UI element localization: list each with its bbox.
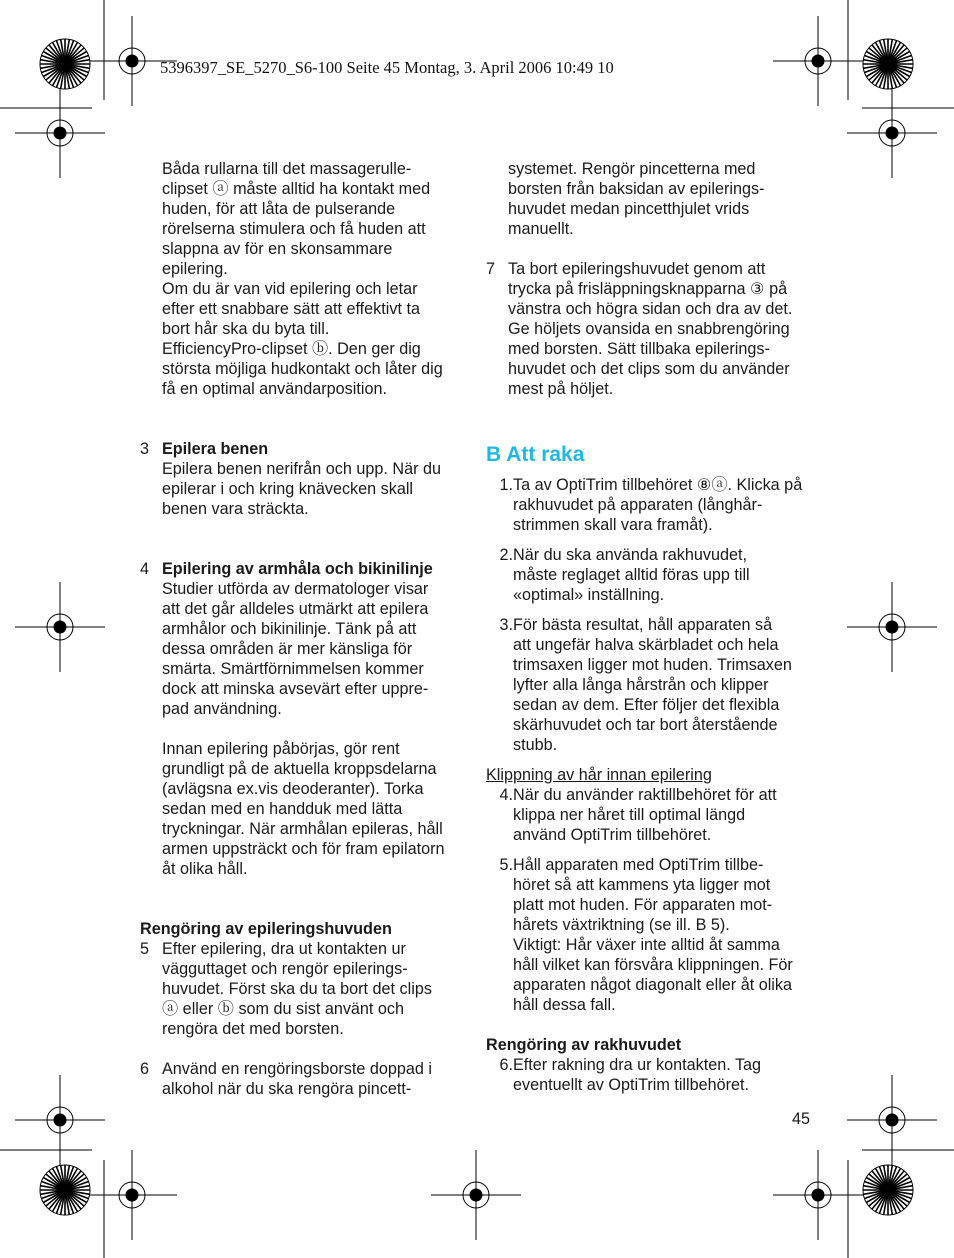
step-number: 5 — [140, 940, 150, 958]
registration-dot — [54, 127, 66, 139]
text-line: Båda rullarna till det massagerulle- — [162, 160, 412, 178]
text-line: För bästa resultat, håll apparaten så — [513, 616, 773, 634]
text-line: att ungefär halva skärbladet och hela — [513, 636, 779, 654]
text-line: höret så att kammens yta ligger mot — [513, 876, 771, 894]
step-number: 6 — [140, 1060, 150, 1078]
text-line: Innan epilering påbörjas, gör rent — [162, 740, 400, 758]
text-line: När du använder raktillbehöret för att — [513, 786, 777, 804]
text-line: få en optimal användarposition. — [162, 380, 387, 398]
text-line: trycka på frisläppningsknapparna ③ på — [508, 280, 788, 298]
text-line: Viktigt: Hår växer inte alltid åt samma — [513, 936, 780, 954]
starburst-mark — [40, 1165, 90, 1215]
text-line: använd OptiTrim tillbehöret. — [513, 826, 712, 844]
step-number: 3 — [140, 440, 150, 458]
section-heading-b: B Att raka — [486, 443, 585, 466]
list-item — [486, 855, 816, 1015]
text-line: rörelserna stimulera och få huden att — [162, 220, 426, 238]
text-line: huvudet och det clips som du använder — [508, 360, 790, 378]
text-line: Ta bort epileringshuvudet genom att — [508, 260, 766, 278]
text-line: armhålor och bikinilinje. Tänk på att — [162, 620, 417, 638]
text-line: manuellt. — [508, 220, 574, 238]
step-number: 7 — [486, 260, 496, 278]
text-line: clipset ⓐ måste alltid ha kontakt med — [162, 180, 431, 198]
text-line: Efter rakning dra ur kontakten. Tag — [513, 1056, 762, 1074]
text-line: dock att minska avsevärt efter uppre- — [162, 680, 429, 698]
registration-dot — [886, 127, 898, 139]
list-item — [486, 1055, 816, 1095]
text-line: vägguttaget och rengör epilerings- — [162, 960, 408, 978]
text-line: eventuellt av OptiTrim tillbehöret. — [513, 1076, 750, 1094]
text-line: hårets växtriktning (se ill. B 5). — [513, 916, 730, 934]
text-line: efter ett snabbare sätt att effektivt ta — [162, 300, 420, 318]
text-line: Efter epilering, dra ut kontakten ur — [162, 940, 406, 958]
text-line: epilerar i och kring knävecken skall — [162, 480, 414, 498]
item-number: 5. — [499, 856, 513, 874]
text-line: huden, för att låta de pulserande — [162, 200, 396, 218]
text-line: grundligt på de aktuella kroppsdelarna — [162, 760, 437, 778]
step-number: 4 — [140, 560, 150, 578]
registration-dot — [812, 1189, 824, 1201]
text-line: rengöra det med borsten. — [162, 1020, 344, 1038]
item-number: 1. — [499, 476, 513, 494]
item-number: 6. — [499, 1056, 513, 1074]
text-line: åt olika håll. — [162, 860, 248, 878]
text-line: apparaten något diagonalt eller åt olika — [513, 976, 792, 994]
text-line: håll vilket kan försvåra klippningen. För — [513, 956, 793, 974]
starburst-mark — [863, 39, 913, 89]
step-7 — [486, 259, 816, 399]
text-line: Ge höljets ovansida en snabbrengöring — [508, 320, 790, 338]
clipping-heading: Klippning av hår innan epilering — [486, 766, 712, 784]
text-line: stubb. — [513, 736, 558, 754]
step-5 — [140, 939, 470, 1039]
text-line: «optimal» inställning. — [513, 586, 665, 604]
text-line: När du ska använda rakhuvudet, — [513, 546, 747, 564]
registration-dot — [54, 1114, 66, 1126]
intro-paragraph — [140, 159, 470, 399]
text-line: måste reglaget alltid föras upp till — [513, 566, 750, 584]
text-line: platt mot huden. För apparaten mot- — [513, 896, 773, 914]
text-line: systemet. Rengör pincetterna med — [508, 160, 756, 178]
text-line: mest på höljet. — [508, 380, 614, 398]
text-line: strimmen skall vara framåt). — [513, 516, 713, 534]
step-title: Epilera benen — [162, 440, 269, 458]
registration-dot — [470, 1189, 482, 1201]
item-number: 3. — [499, 616, 513, 634]
text-line: bort hår ska du byta till. — [162, 320, 330, 338]
list-item — [486, 545, 816, 605]
text-line: skärhuvudet och tar bort återstående — [513, 716, 778, 734]
list-item — [486, 475, 816, 535]
item-number: 2. — [499, 546, 513, 564]
text-line: (avlägsna ex.vis deoderanter). Torka — [162, 780, 424, 798]
text-line: sedan av dem. Efter följer det flexibla — [513, 696, 780, 714]
text-line: dessa områden är mer känsliga för — [162, 640, 413, 658]
text-line: ⓐ eller ⓑ som du sist använt och — [162, 1000, 405, 1018]
list-item — [486, 785, 816, 845]
starburst-mark — [40, 39, 90, 89]
text-line: huvudet medan pincetthjulet vrids — [508, 200, 750, 218]
page-number: 45 — [792, 1110, 811, 1128]
text-line: Ta av OptiTrim tillbehöret ⑧ⓐ. Klicka på — [513, 476, 803, 494]
text-line: slappna av för en skonsammare — [162, 240, 393, 258]
step-6 — [140, 1059, 470, 1099]
item-number: 4. — [499, 786, 513, 804]
cleaning-heading: Rengöring av epileringshuvuden — [140, 920, 392, 938]
list-item — [486, 615, 816, 755]
text-line: Epilera benen nerifrån och upp. När du — [162, 460, 441, 478]
step-4 — [140, 559, 470, 879]
text-line: pad användning. — [162, 700, 282, 718]
registration-dot — [886, 1114, 898, 1126]
text-line: trimsaxen ligger mot huden. Trimsaxen — [513, 656, 792, 674]
right-column — [486, 159, 816, 1095]
print-imprint-header: 5396397_SE_5270_S6-100 Seite 45 Montag, 3. April 2006 10:49 10 — [160, 58, 614, 77]
text-line: epilering. — [162, 260, 228, 278]
text-line: Använd en rengöringsborste doppad i — [162, 1060, 432, 1078]
registration-dot — [812, 55, 824, 67]
left-column — [140, 159, 470, 1099]
text-line: med borsten. Sätt tillbaka epilerings- — [508, 340, 770, 358]
text-line: armen uppsträckt och för fram epilatorn — [162, 840, 445, 858]
step-3 — [140, 439, 470, 519]
text-line: största möjliga hudkontakt och låter dig — [162, 360, 443, 378]
text-line: benen vara sträckta. — [162, 500, 309, 518]
razor-cleaning-heading: Rengöring av rakhuvudet — [486, 1036, 682, 1054]
text-line: EfficiencyPro-clipset ⓑ. Den ger dig — [162, 340, 421, 358]
text-line: håll dessa fall. — [513, 996, 616, 1014]
text-line: sedan med en handduk med lätta — [162, 800, 403, 818]
registration-dot — [886, 621, 898, 633]
continued-paragraph — [486, 159, 816, 239]
text-line: klippa ner håret till optimal längd — [513, 806, 746, 824]
text-line: borsten från baksidan av epilerings- — [508, 180, 765, 198]
starburst-mark — [863, 1165, 913, 1215]
step-title: Epilering av armhåla och bikinilinje — [162, 560, 433, 578]
text-line: lyfter alla långa hårstrån och klipper — [513, 676, 769, 694]
text-line: att det går alldeles utmärkt att epilera — [162, 600, 429, 618]
text-line: huvudet. Först ska du ta bort det clips — [162, 980, 432, 998]
text-line: vänstra och högra sidan och dra av det. — [508, 300, 793, 318]
text-line: tryckningar. När armhålan epileras, håll — [162, 820, 443, 838]
registration-dot — [54, 621, 66, 633]
registration-dot — [126, 55, 138, 67]
text-line: rakhuvudet på apparaten (långhår- — [513, 496, 763, 514]
text-line: Håll apparaten med OptiTrim tillbe- — [513, 856, 764, 874]
text-line: Studier utförda av dermatologer visar — [162, 580, 429, 598]
text-line: smärta. Smärtförnimmelsen kommer — [162, 660, 424, 678]
text-line: Om du är van vid epilering och letar — [162, 280, 418, 298]
registration-dot — [126, 1189, 138, 1201]
text-line: alkohol när du ska rengöra pincett- — [162, 1080, 412, 1098]
